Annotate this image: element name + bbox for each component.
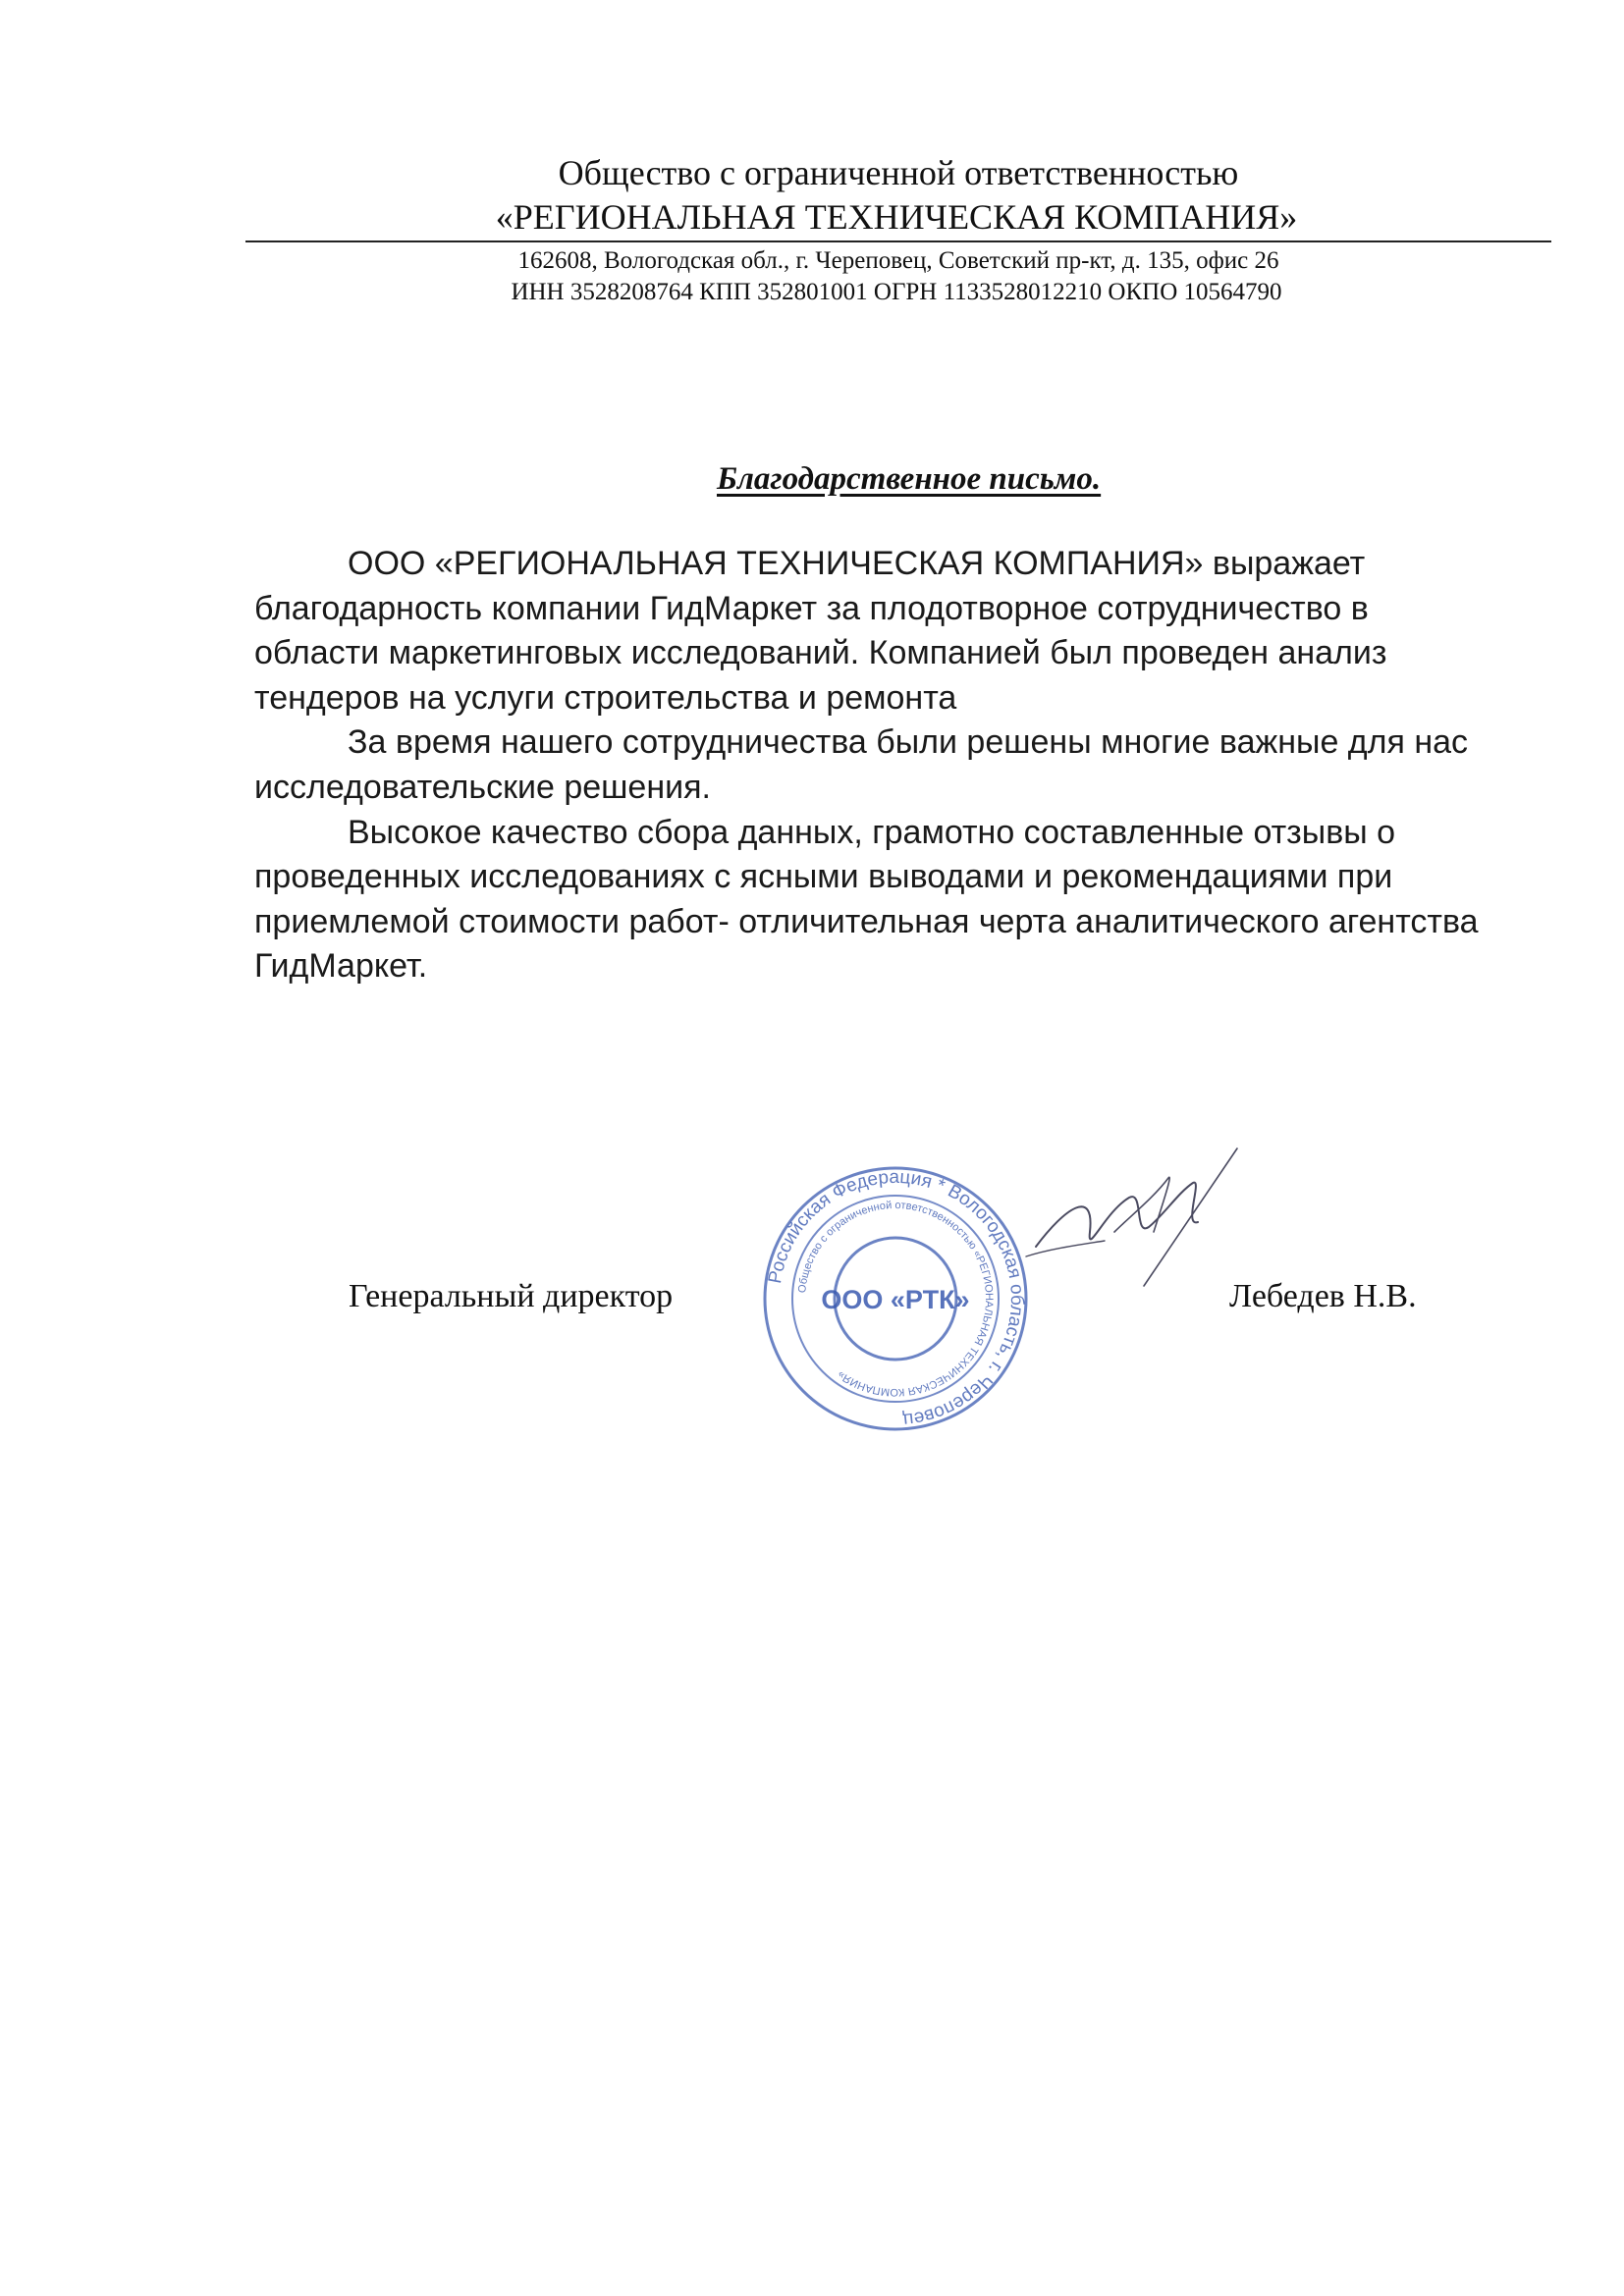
stamp-inner-textpath: Общество с ограниченной ответственностью «РЕГИОНАЛЬНАЯ ТЕХНИЧЕСКАЯ КОМПАНИЯ»: [796, 1199, 996, 1399]
letter-title: Благодарственное письмо.: [717, 461, 1102, 497]
handwritten-signature: [997, 1139, 1252, 1315]
body-line: ГидМаркет.: [254, 947, 428, 986]
stamp-outer-textpath: Российская Федерация * Вологодская область, г. Череповец: [765, 1166, 1028, 1430]
body-line: За время нашего сотрудничества были решены многие важные для нас: [348, 723, 1469, 762]
body-line: тендеров на услуги строительства и ремонта: [254, 678, 957, 717]
body-line: проведенных исследованиях с ясными выводами и рекомендациями при: [254, 858, 1393, 896]
signer-name: Лебедев Н.В.: [1229, 1278, 1417, 1314]
header-registration: ИНН 3528208764 КПП 352801001 ОГРН 1133528012210 ОКПО 10564790: [511, 279, 1282, 305]
header-address: 162608, Вологодская обл., г. Череповец, Советский пр-кт, д. 135, офис 26: [517, 247, 1279, 274]
body-line: Высокое качество сбора данных, грамотно составленные отзывы о: [348, 813, 1396, 851]
body-line: благодарность компании ГидМаркет за плодотворное сотрудничество в: [254, 589, 1369, 627]
letter-body: [254, 542, 1531, 989]
body-line: области маркетинговых исследований. Компанией был проведен анализ: [254, 634, 1387, 672]
body-line: исследовательские решения.: [254, 768, 711, 806]
body-line: ООО «РЕГИОНАЛЬНАЯ ТЕХНИЧЕСКАЯ КОМПАНИЯ» выражает: [348, 545, 1366, 582]
stamp-center-text: ООО «РТК»: [821, 1285, 970, 1314]
header-org-name: «РЕГИОНАЛЬНАЯ ТЕХНИЧЕСКАЯ КОМПАНИЯ»: [495, 197, 1298, 237]
header-divider: [245, 240, 1551, 242]
signer-role: Генеральный директор: [349, 1278, 674, 1314]
company-stamp: [758, 1161, 1033, 1436]
body-line: приемлемой стоимости работ- отличительная черта аналитического агентства: [254, 902, 1479, 940]
header-org-type: Общество с ограниченной ответственностью: [558, 153, 1239, 192]
